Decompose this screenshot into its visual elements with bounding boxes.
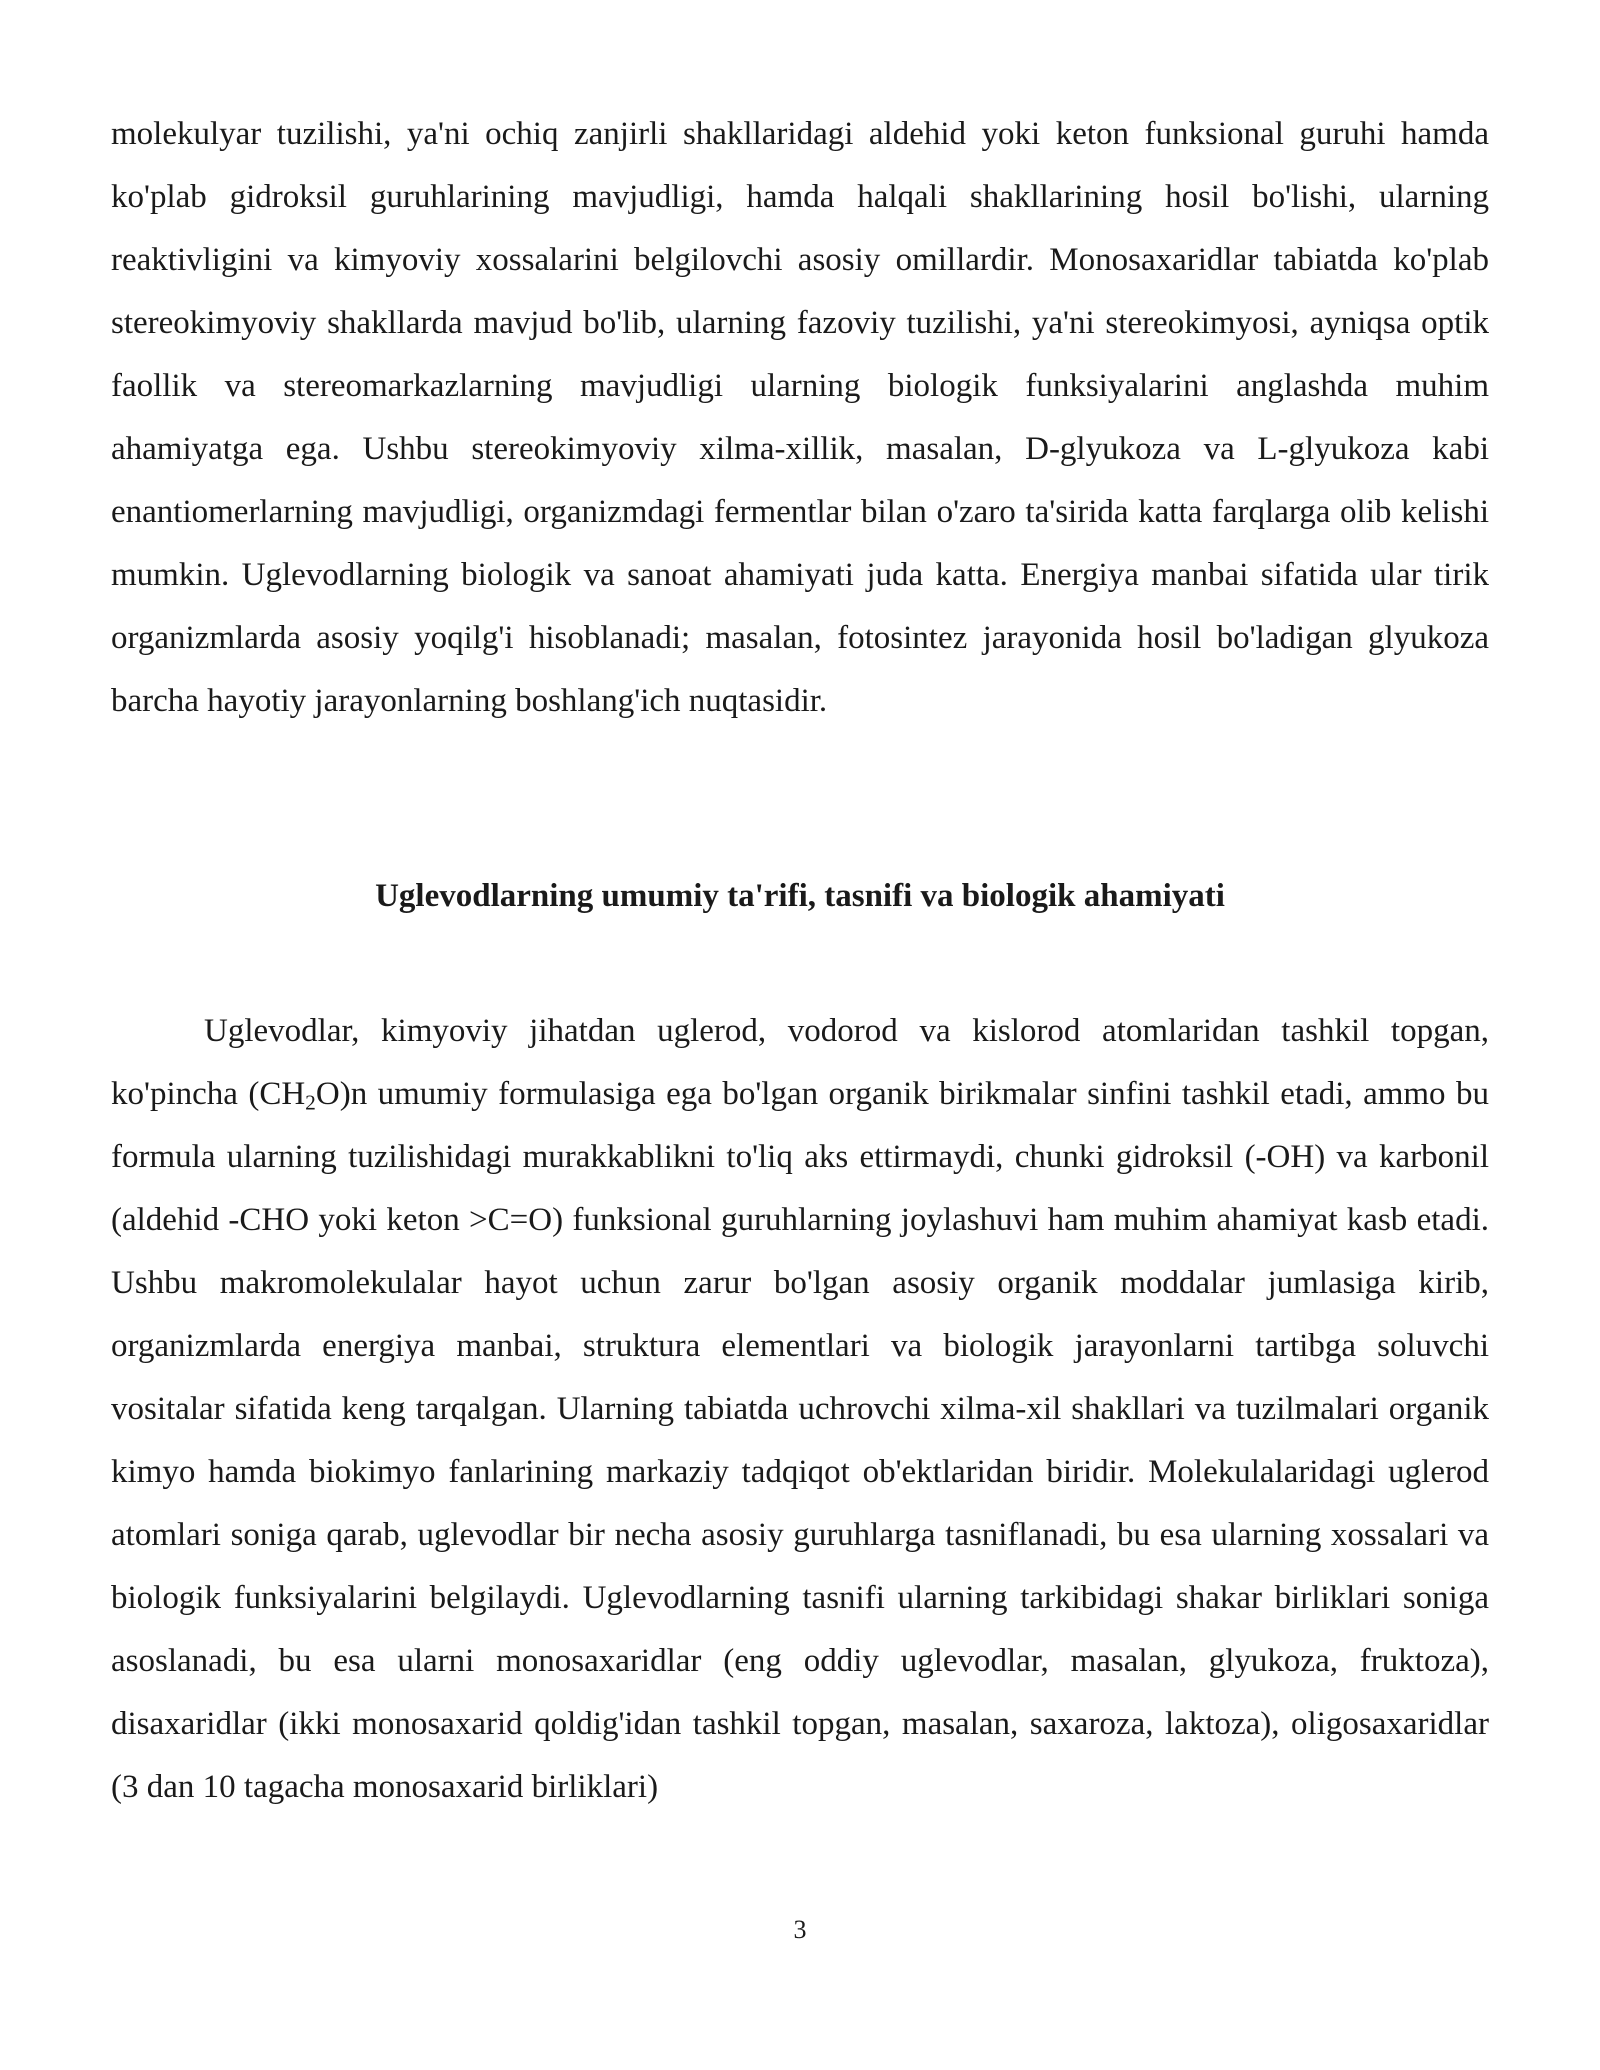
page-number: 3	[793, 1915, 807, 1944]
paragraph-2-text-before-formula: Uglevodlar, kimyoviy jihatdan uglerod, vodorod va kislorod atomlaridan tashkil topgan, ko'pincha (CH	[111, 1013, 1489, 1112]
section-heading: Uglevodlarning umumiy ta'rifi, tasnifi va biologik ahamiyati	[375, 878, 1225, 914]
body-paragraph-2	[111, 1000, 1489, 1819]
paragraph-2-text-after-formula: O)n umumiy formulasiga ega bo'lgan organik birikmalar sinfini tashkil etadi, ammo bu formula ularning tuzilishidagi murakkablikni to'liq aks ettirmaydi, chunki gidroksil (-OH) va karbonil (aldehid -CHO yoki keton >C=O) funksional guruhlarning joylashuvi ham muhim ahamiyat kasb etadi. Ushbu makromolekulalar hayot uchun zarur bo'lgan asosiy organik moddalar jumlasiga kirib, organizmlarda energiya manbai, struktura elementlari va biologik jarayonlarni tartibga soluvchi vositalar sifatida keng tarqalgan. Ularning tabiatda uchrovchi xilma-xil shakllari va tuzilmalari organik kimyo hamda biokimyo fanlarining markaziy tadqiqot ob'ektlaridan biridir. Molekulalaridagi uglerod atomlari soniga qarab, uglevodlar bir necha asosiy guruhlarga tasniflanadi, bu esa ularning xossalari va biologik funksiyalarini belgilaydi. Uglevodlarning tasnifi ularning tarkibidagi shakar birliklari soniga asoslanadi, bu esa ularni monosaxaridlar (eng oddiy uglevodlar, masalan, glyukoza, fruktoza), disaxaridlar (ikki monosaxarid qoldig'idan tashkil topgan, masalan, saxaroza, laktoza), oligosaxaridlar (3 dan 10 tagacha monosaxarid birliklari)	[111, 1076, 1489, 1805]
body-paragraph-1: molekulyar tuzilishi, ya'ni ochiq zanjirli shakllaridagi aldehid yoki keton funksional guruhi hamda ko'plab gidroksil guruhlarining mavjudligi, hamda halqali shakllarining hosil bo'lishi, ularning reaktivligini va kimyoviy xossalarini belgilovchi asosiy omillardir. Monosaxaridlar tabiatda ko'plab stereokimyoviy shakllarda mavjud bo'lib, ularning fazoviy tuzilishi, ya'ni stereokimyosi, ayniqsa optik faollik va stereomarkazlarning mavjudligi ularning biologik funksiyalarini anglashda muhim ahamiyatga ega. Ushbu stereokimyoviy xilma-xillik, masalan, D-glyukoza va L-glyukoza kabi enantiomerlarning mavjudligi, organizmdagi fermentlar bilan o'zaro ta'sirida katta farqlarga olib kelishi mumkin. Uglevodlarning biologik va sanoat ahamiyati juda katta. Energiya manbai sifatida ular tirik organizmlarda asosiy yoqilg'i hisoblanadi; masalan, fotosintez jarayonida hosil bo'ladigan glyukoza barcha hayotiy jarayonlarning boshlang'ich nuqtasidir.	[111, 116, 1489, 719]
formula-subscript: 2	[305, 1090, 316, 1115]
